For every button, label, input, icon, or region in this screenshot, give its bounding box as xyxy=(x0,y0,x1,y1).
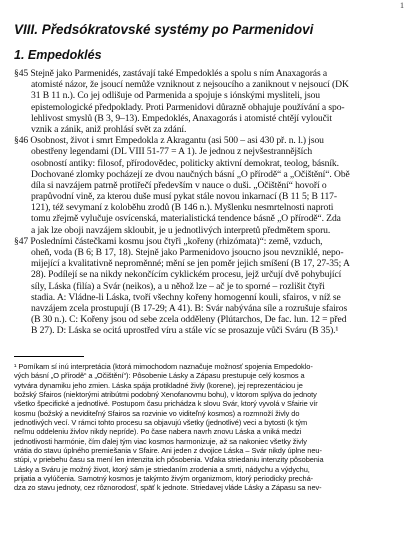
body-text xyxy=(14,68,398,337)
text-line: lehlivost smyslů (B 3, 9–13). Empedoklés, Anaxagorás i atomisté chtějí vyloučit xyxy=(31,112,332,124)
text-line: epistemologické předpoklady. Proti Parmenidovi důrazně obhajuje používání a spo- xyxy=(31,101,345,113)
text-line: (B 30 n.). C: Kořeny jsou od sebe zcela odděleny (Plútarchos, De fac. lun. 12 = před xyxy=(31,314,347,326)
footnote-line: vrátia do stavu úplného premiešania v Sfaire. Ani jeden z dvojice Láska – Svár nikdy úplne neu- xyxy=(14,446,322,456)
chapter-title: VIII. Předsókratovské systémy po Parmenidovi xyxy=(14,22,314,37)
footnote-line: všetko špecifické a jednotlivé. Postupom času prichádza k slovu Svár, ktorý vyvolá v Sfairie vír xyxy=(14,399,318,409)
footnote-line: ¹ Pomíkam sí inú interpretácia (ktorá mimochodom naznačuje možnosť spojenia Empedoklo- xyxy=(14,362,313,371)
footnote-separator xyxy=(14,356,84,357)
text-line: síly, Láska (filía) a Svár (neikos), a u něhož lze – ač je to sporné – rozlišit čtyři xyxy=(31,280,325,292)
footnote-line: prijatia a vylúčenia. Samotný kosmos je takýmto živým organizmom, ktorý periodicky prechá- xyxy=(14,474,314,484)
footnote-line: vytvára dynamiku jeho zmien. Láska spája protikladné živly (korene), jej reprezentáciou je xyxy=(14,380,303,390)
footnote-line: Lásky a Sváru je možný život, ktorý sám je striedaním zrodenia a smrti, nádychu a výdychu, xyxy=(14,464,310,474)
footnote-line: jednotlivých vecí. V rámci tohto procesu sa objavujú všetky (jednotlivé) veci a bytosti (k tým xyxy=(14,418,308,428)
text-line: obestřeny legendami (DL VIII 51-77 = A 1). Je jednou z nejvšestrannějších xyxy=(31,146,313,158)
text-line: B 27). D: Láska se ocitá uprostřed víru a stále víc se prosazuje vůči Sváru (B 35).¹ xyxy=(31,325,339,337)
text-line: atomisté názor, že jsoucí nemůže vzniknout z nejsoucího a zaniknout v nejsoucí (DK xyxy=(31,79,349,91)
text-line: stadia. A: Vládne-li Láska, tvoří všechny kořeny homogenní kouli, sfairos, v níž se xyxy=(31,291,341,303)
text-line: vznik a zánik, aniž prohlásí svět za zdání. xyxy=(31,123,187,135)
text-line: tomu zřejmě vylučuje osvícenská, materialistická tendence básně „O přírodě“. Zda xyxy=(31,213,341,225)
text-line: Dochované zlomky pocházejí ze dvou naučných básní „O přírodě“ a „Očištění“. Obě xyxy=(31,168,350,180)
footnote-line: stúpi, v priebehu času sa mení len intenzita ich pôsobenia. Vďaka striedaniu intenzity pôsobenia xyxy=(14,455,324,465)
footnote-line: božský Sfairos (niektorými atribútmi podobný Xenofanovmu bohu), v ktorom splýva do jednoty xyxy=(14,390,317,400)
text-line: 121), též sevymaní z koloběhu zrodů (B 146 n.). Myšlenku nesmrtelnosti naproti xyxy=(31,202,334,214)
footnote-line: dza zo stavu jednoty, cez rôznorodosť, späť k jednote. Striedavej vládе Lásky a Zápasu sa nev- xyxy=(14,483,322,493)
footnote-line: vých básní „O přírodě“ a „Očištění“): Pôsobenie Lásky a Zápasu prestupuje celý kosmos a xyxy=(14,371,305,381)
paragraph-45 xyxy=(14,68,398,135)
text-line: mijející a kvalitativně neproměnné; mění se jen poměr jejich smíšení (B 17, 27-35; A xyxy=(31,258,350,270)
footnote-line: neľmu oddeleniu živlov nikdy nepríde). Po čase nabera navrh znovu Láska a vniká medzi xyxy=(14,427,302,437)
text-line: navzájem zcela prostupují (B 17-29; A 41). B: Svár nabývána síle a rozrušuje sfairos xyxy=(31,302,348,314)
text-line: oheň, voda (B 6; B 17, 18). Stejně jako Parmenidovo jsoucno jsou nevzniklé, nepo- xyxy=(31,247,344,258)
text-line: §46 Osobnost, život i smrt Empedokla z Akragantu (asi 500 – asi 430 př. n. l.) jsou xyxy=(14,135,324,147)
paragraph-46 xyxy=(14,135,398,236)
text-line: 28). Podílejí se na nikdy nekončícím cyklickém procesu, jejž určují dvě pohybující xyxy=(31,269,342,281)
text-line: osobností antiky: filosof, přírodovědec, politicky aktivní demokrat, teolog, básník. xyxy=(31,157,339,169)
text-line: 31 B 11 n.). Co jej odlišuje od Parmenida a spojuje s iónskými mysliteli, jsou xyxy=(31,90,320,102)
text-line: §45 Stejně jako Parmenidés, zastávají také Empedoklés a spolu s ním Anaxagorás a xyxy=(14,68,328,79)
footnote-line: kosmu (božský a neviditeľný Sfairos sa rozvinie vo viditeľný kosmos) a rozmnoží živly do xyxy=(14,408,300,418)
footnote-line: jednotlivosti harmónie, čím ďalej tým viac kosmos harmonizuje, až sa nakoniec všetky živly xyxy=(14,436,307,446)
text-line: a jak lze oboji navzájem skloubit, je u jednotlivých interpretů předmětem sporu. xyxy=(31,224,331,236)
footnote xyxy=(14,362,398,493)
text-line: díla si navzájem patrně protiřečí především v nauce o duši. „Očištění“ hovoří o xyxy=(31,179,327,191)
text-line: §47 Posledními částečkami kosmu jsou čtyři „kořeny (rhizómata)“: země, vzduch, xyxy=(14,235,323,247)
text-line: prapůvodní vině, za kterou duše musí pykat stále novou inkarnací (B 11 5; B 117- xyxy=(31,191,337,203)
paragraph-47 xyxy=(14,236,398,337)
page-number: 1 xyxy=(400,1,404,10)
section-title: 1. Empedoklés xyxy=(14,48,102,62)
